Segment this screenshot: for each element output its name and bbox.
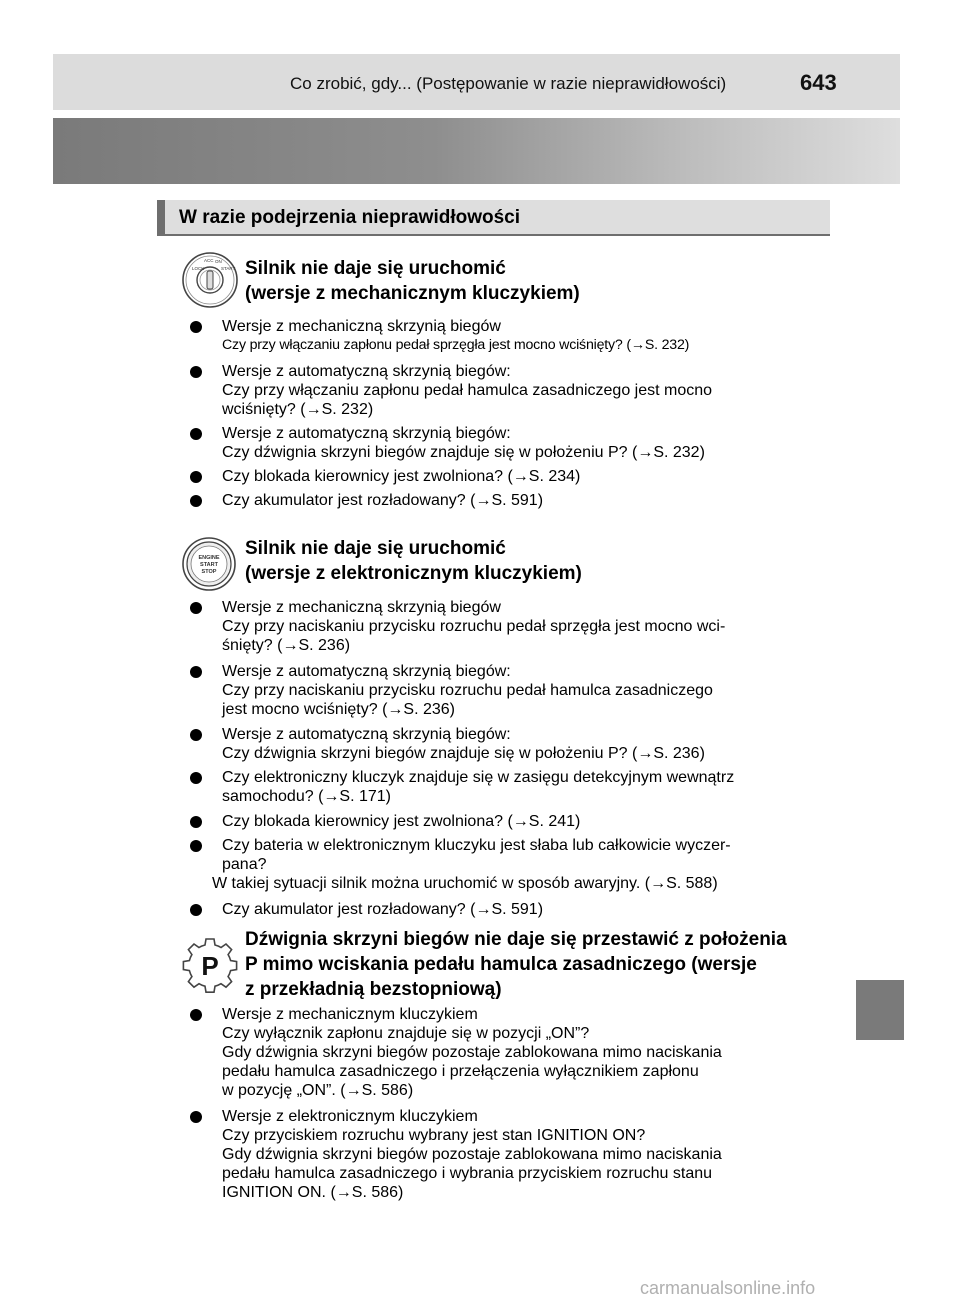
bullet-icon: [190, 428, 202, 440]
item-line: jest mocno wciśnięty? (→S. 236): [222, 701, 455, 718]
bullet-icon: [190, 495, 202, 507]
item-line: Czy elektroniczny kluczyk znajduje się w zasięgu detekcyjnym wewnątrz: [222, 769, 735, 786]
list-item: [190, 467, 830, 486]
list-item: [190, 491, 830, 510]
bullet-icon: [190, 904, 202, 916]
chapter-band: [53, 118, 900, 184]
item-line: wciśnięty? (→S. 232): [222, 401, 374, 418]
list-item: [190, 317, 830, 355]
item-line: pedału hamulca zasadniczego i wybrania przyciskiem rozruchu stanu: [222, 1165, 713, 1182]
list-item: [190, 1005, 830, 1100]
ignition-label-acc: ACC: [204, 258, 214, 263]
item-line: Wersje z automatyczną skrzynią biegów:: [222, 425, 511, 442]
list-item: [190, 725, 830, 763]
ignition-switch-icon: [181, 251, 239, 314]
bullet-icon: [190, 729, 202, 741]
item-line: śnięty? (→S. 236): [222, 637, 351, 654]
subsection-2-title-line: (wersje z elektronicznym kluczykiem): [245, 563, 582, 584]
bullet-icon: [190, 666, 202, 678]
subsection-1-title: [245, 256, 580, 306]
item-line: Wersje z mechaniczną skrzynią biegów: [222, 318, 501, 335]
subsection-3-title: [245, 927, 835, 1002]
engine-start-stop-icon: [181, 536, 237, 597]
gear-p-icon: [180, 936, 240, 1001]
item-line: Czy wyłącznik zapłonu znajduje się w pozycji „ON”?: [222, 1025, 590, 1042]
list-item: [190, 598, 830, 655]
item-line: samochodu? (→S. 171): [222, 788, 391, 805]
list-item: [190, 362, 830, 419]
item-line: Czy akumulator jest rozładowany? (→S. 591): [222, 901, 544, 918]
ignition-label-start: START: [221, 266, 236, 271]
item-line: Czy przy włączaniu zapłonu pedał hamulca zasadniczego jest mocno: [222, 382, 713, 399]
ignition-label-lock: LOCK: [192, 266, 205, 271]
item-line: Wersje z automatyczną skrzynią biegów:: [222, 663, 511, 680]
list-item: [190, 424, 830, 462]
subsection-2-title: [245, 536, 582, 586]
subsection-2-title-line: Silnik nie daje się uruchomić: [245, 538, 506, 559]
section-header: [157, 200, 830, 236]
subsection-1-title-line: (wersje z mechanicznym kluczykiem): [245, 283, 580, 304]
list-item: [190, 768, 830, 806]
item-line: Czy dźwignia skrzyni biegów znajduje się w położeniu P? (→S. 236): [222, 745, 705, 762]
ignition-label-on: ON: [215, 259, 222, 264]
running-header-title: Co zrobić, gdy... (Postępowanie w razie nieprawidłowości): [290, 74, 727, 93]
list-item: [190, 1107, 830, 1202]
engine-label-start: START: [200, 562, 218, 568]
item-line: Czy przy włączaniu zapłonu pedał sprzęgła jest mocno wciśnięty? (→S. 232): [222, 337, 690, 353]
watermark: carmanualsonline.info: [640, 1278, 816, 1298]
item-line: Wersje z mechaniczną skrzynią biegów: [222, 599, 501, 616]
bullet-icon: [190, 840, 202, 852]
item-line: Gdy dźwignia skrzyni biegów pozostaje zablokowana mimo naciskania: [222, 1146, 722, 1163]
item-line: Wersje z automatyczną skrzynią biegów:: [222, 726, 511, 743]
item-line: Czy przy naciskaniu przycisku rozruchu pedał hamulca zasadniczego: [222, 682, 713, 699]
bullet-icon: [190, 366, 202, 378]
item-line: Czy bateria w elektronicznym kluczyku jest słaba lub całkowicie wyczer-: [222, 837, 731, 854]
section-title: W razie podejrzenia nieprawidłowości: [179, 207, 521, 228]
engine-label-stop: STOP: [201, 569, 217, 575]
list-item: [190, 836, 830, 893]
item-line: Gdy dźwignia skrzyni biegów pozostaje zablokowana mimo naciskania: [222, 1044, 722, 1061]
gear-p-label: P: [201, 951, 219, 981]
bullet-icon: [190, 602, 202, 614]
item-line: Czy akumulator jest rozładowany? (→S. 591): [222, 492, 544, 509]
subsection-3-title-line: Dźwignia skrzyni biegów nie daje się przestawić z położenia: [245, 929, 787, 950]
subsection-1-title-line: Silnik nie daje się uruchomić: [245, 258, 506, 279]
bullet-icon: [190, 816, 202, 828]
item-line: Czy przy naciskaniu przycisku rozruchu pedał sprzęgła jest mocno wci-: [222, 618, 726, 635]
bullet-icon: [190, 1009, 202, 1021]
item-line: Czy blokada kierownicy jest zwolniona? (→S. 241): [222, 813, 581, 830]
bullet-icon: [190, 471, 202, 483]
item-line: pana?: [222, 856, 267, 873]
item-line: w pozycję „ON”. (→S. 586): [222, 1082, 414, 1099]
bullet-icon: [190, 321, 202, 333]
subsection-3-title-line: P mimo wciskania pedału hamulca zasadniczego (wersje: [245, 954, 757, 975]
list-item: [190, 662, 830, 719]
page-number: 643: [800, 70, 837, 95]
chapter-side-tab: [856, 980, 904, 1040]
list-item: [190, 812, 830, 831]
subsection-3-title-line: z przekładnią bezstopniową): [245, 979, 502, 1000]
bullet-icon: [190, 772, 202, 784]
item-line: Wersje z elektronicznym kluczykiem: [222, 1108, 478, 1125]
item-line: pedału hamulca zasadniczego i przełączenia wyłącznikiem zapłonu: [222, 1063, 699, 1080]
item-line: IGNITION ON. (→S. 586): [222, 1184, 404, 1201]
item-line: Wersje z mechanicznym kluczykiem: [222, 1006, 478, 1023]
item-line: Wersje z automatyczną skrzynią biegów:: [222, 363, 511, 380]
item-line: Czy blokada kierownicy jest zwolniona? (→S. 234): [222, 468, 581, 485]
item-line: W takiej sytuacji silnik można uruchomić w sposób awaryjny. (→S. 588): [212, 875, 718, 892]
bullet-icon: [190, 1111, 202, 1123]
item-line: Czy przyciskiem rozruchu wybrany jest stan IGNITION ON?: [222, 1127, 646, 1144]
item-line: Czy dźwignia skrzyni biegów znajduje się w położeniu P? (→S. 232): [222, 444, 705, 461]
engine-label-engine: ENGINE: [198, 555, 220, 561]
list-item: [190, 900, 830, 919]
